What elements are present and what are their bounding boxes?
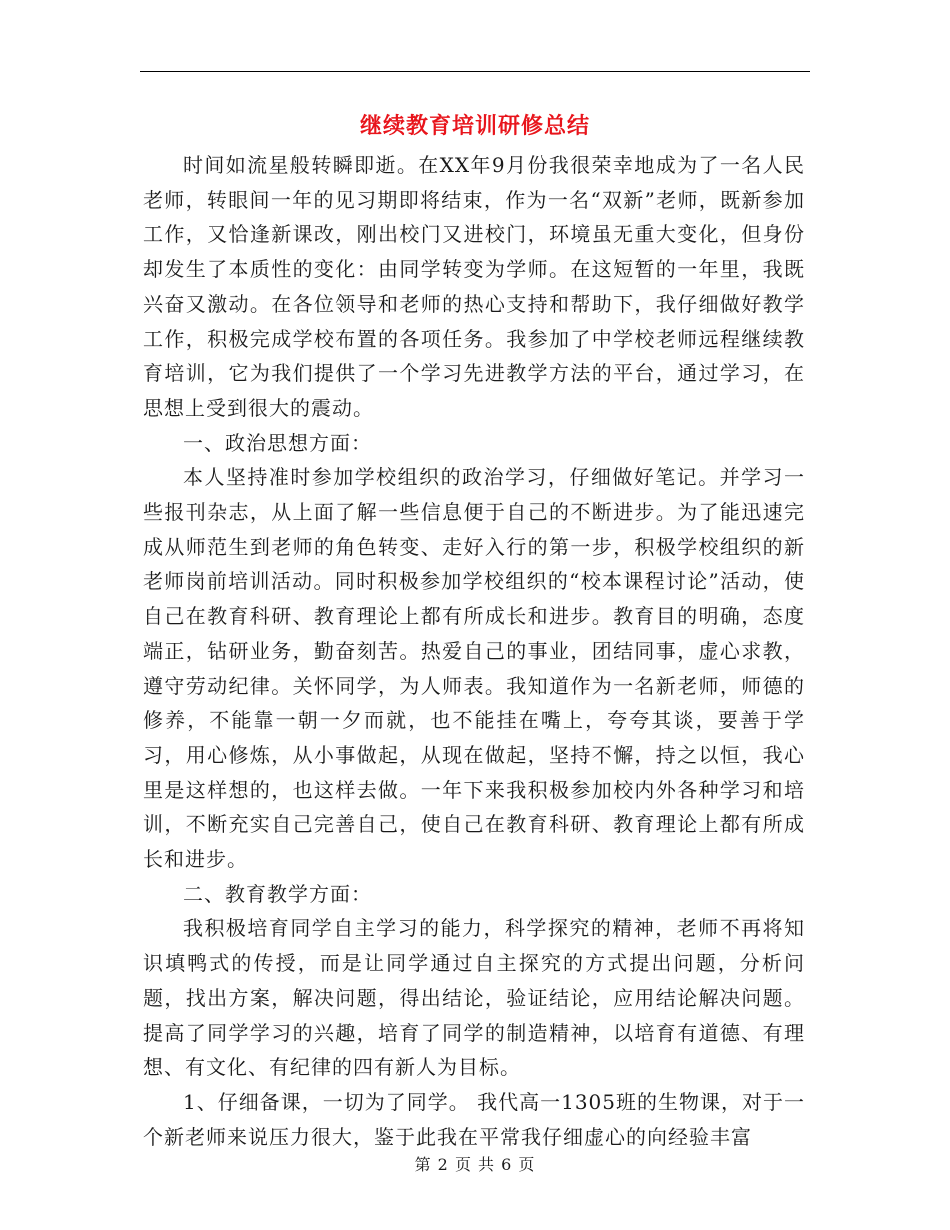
header-rule xyxy=(140,71,810,72)
document-body xyxy=(143,148,805,1154)
section-heading-political: 一、政治思想方面： xyxy=(183,430,372,455)
section-heading-teaching: 二、教育教学方面： xyxy=(183,881,372,906)
paragraph-lesson-prep: 1、仔细备课，一切为了同学。 我代高一1305班的生物课，对于一个新老师来说压力很大，鉴于此我在平常我仔细虚心的向经验丰富 xyxy=(143,1089,805,1149)
paragraph-intro: 时间如流星般转瞬即逝。在XX年9月份我很荣幸地成为了一名人民老师，转眼间一年的见习期即将结束，作为一名“双新”老师，既新参加工作，又恰逢新课改，刚出校门又进校门，环境虽无重大变化，但身份却发生了本质性的变化：由同学转变为学师。在这短暂的一年里，我既兴奋又激动。在各位领导和老师的热心支持和帮助下，我仔细做好教学工作，积极完成学校布置的各项任务。我参加了中学校老师远程继续教育培训，它为我们提供了一个学习先进教学方法的平台，通过学习，在思想上受到很大的震动。 xyxy=(143,153,805,420)
paragraph-political: 本人坚持准时参加学校组织的政治学习，仔细做好笔记。并学习一些报刊杂志，从上面了解一些信息便于自己的不断进步。为了能迅速完成从师范生到老师的角色转变、走好入行的第一步，积极学校组织的新老师岗前培训活动。同时积极参加学校组织的“校本课程讨论”活动，使自己在教育科研、教育理论上都有所成长和进步。教育目的明确，态度端正，钻研业务，勤奋刻苦。热爱自己的事业，团结同事，虚心求教，遵守劳动纪律。关怀同学，为人师表。我知道作为一名新老师，师德的修养，不能靠一朝一夕而就，也不能挂在嘴上，夸夸其谈，要善于学习，用心修炼，从小事做起，从现在做起，坚持不懈，持之以恒，我心里是这样想的，也这样去做。一年下来我积极参加校内外各种学习和培训，不断充实自己完善自己，使自己在教育科研、教育理论上都有所成长和进步。 xyxy=(143,465,805,872)
paragraph-teaching: 我积极培育同学自主学习的能力，科学探究的精神，老师不再将知识填鸭式的传授，而是让同学通过自主探究的方式提出问题，分析问题，找出方案，解决问题，得出结论，验证结论，应用结论解决问题。提高了同学学习的兴趣，培育了同学的制造精神，以培育有道德、有理想、有文化、有纪律的四有新人为目标。 xyxy=(143,916,805,1080)
page-number-footer: 第 2 页 共 6 页 xyxy=(414,1155,536,1174)
document-title: 继续教育培训研修总结 xyxy=(359,113,590,139)
